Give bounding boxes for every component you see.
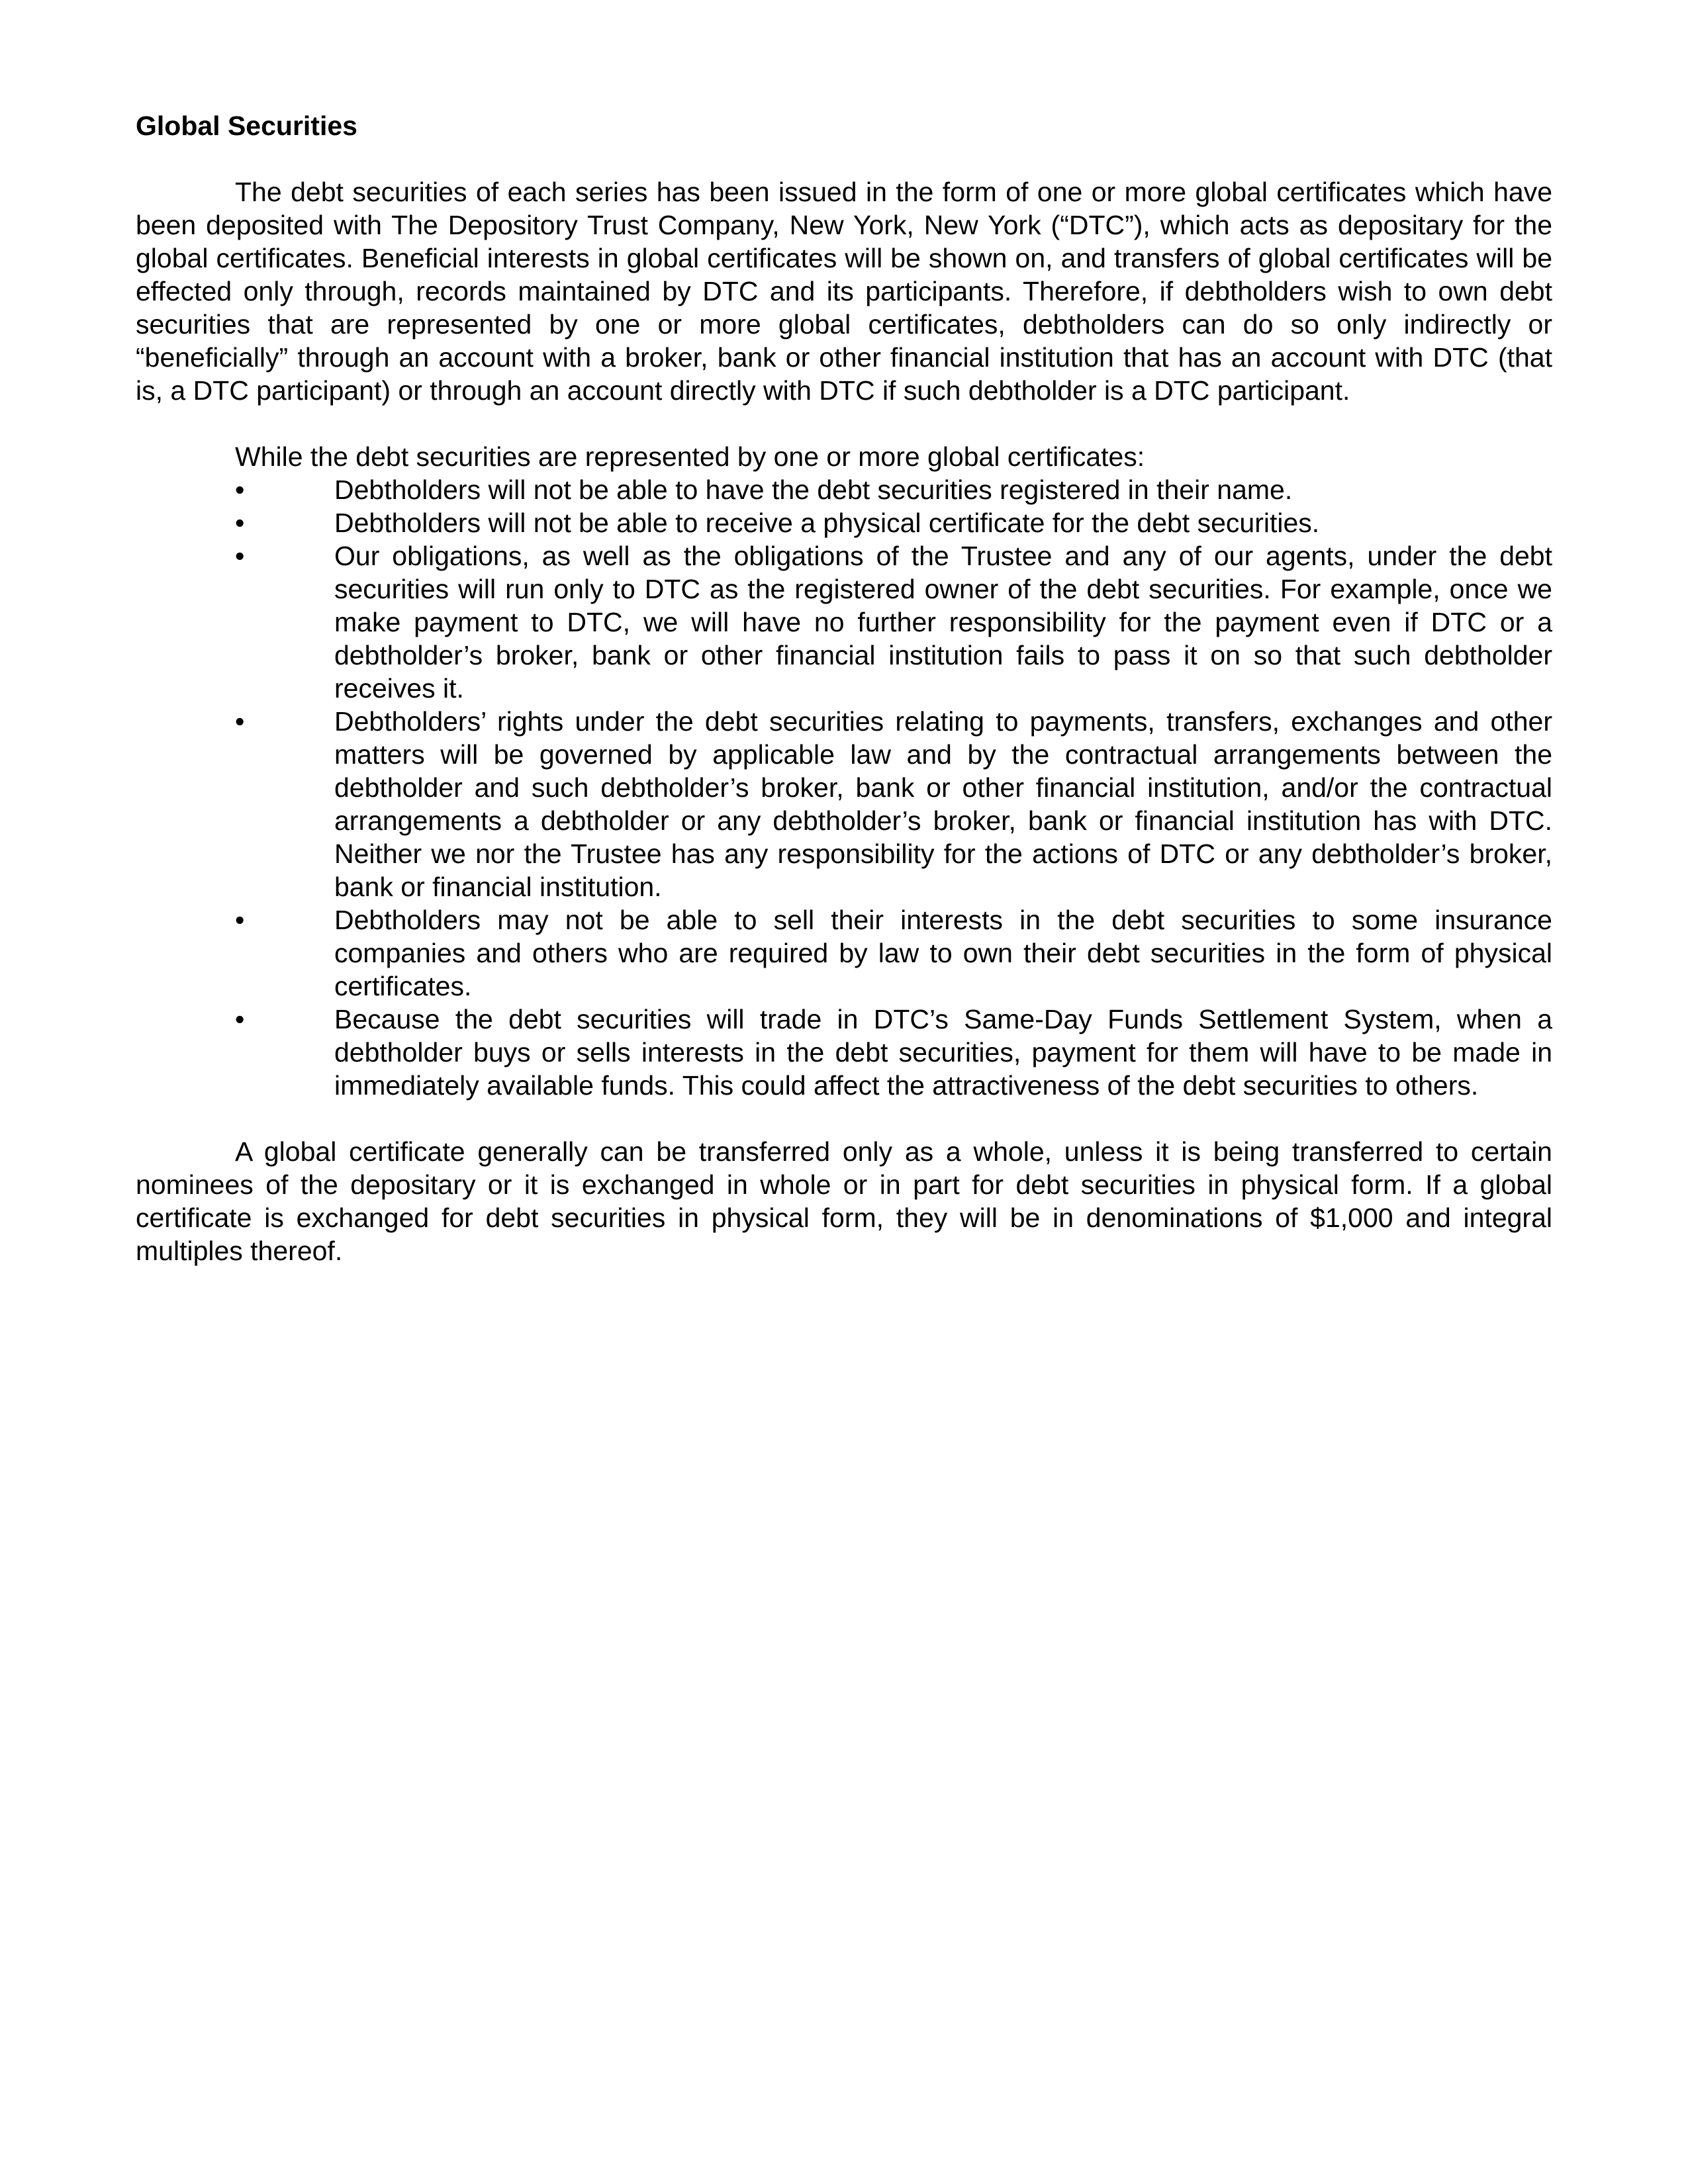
list-item	[136, 705, 1552, 903]
list-item	[136, 473, 1552, 506]
bullet-icon: •	[235, 508, 245, 538]
list-item-text: Debtholders may not be able to sell their interests in the debt securities to some insurance companies and others who are required by law to own their debt securities in the form of physical certificates.	[334, 905, 1552, 1001]
bullet-icon: •	[235, 1004, 245, 1034]
list-item-text: Debtholders will not be able to have the debt securities registered in their name.	[334, 475, 1293, 505]
paragraph-transfer: A global certificate generally can be transferred only as a whole, unless it is being transferred to certain nominees of the depositary or it is exchanged in whole or in part for debt securities in physical form. If a global certificate is exchanged for debt securities in physical form, they will be in denominations of $1,000 and integral multiples thereof.	[136, 1136, 1552, 1266]
bullet-icon: •	[235, 541, 245, 571]
list-item-text: Debtholders will not be able to receive a physical certificate for the debt securities.	[334, 508, 1320, 538]
bullet-icon: •	[235, 475, 245, 505]
bullet-icon: •	[235, 905, 245, 935]
list-item-text: Debtholders’ rights under the debt securities relating to payments, transfers, exchanges and other matters will be governed by applicable law and by the contractual arrangements between the debtholder and such debtholder’s broker, bank or other financial institution, and/or the contractual arrangements a debtholder or any debtholder’s broker, bank or financial institution has with DTC. Neither we nor the Trustee has any responsibility for the actions of DTC or any debtholder’s broker, bank or financial institution.	[334, 706, 1552, 902]
list-item	[136, 539, 1552, 705]
list-item	[136, 903, 1552, 1003]
paragraph-global-certificates: The debt securities of each series has been issued in the form of one or more global certificates which have been deposited with The Depository Trust Company, New York, New York (“DTC”), which acts as depositary for the global certificates. Beneficial interests in global certificates will be shown on, and transfers of global certificates will be effected only through, records maintained by DTC and its participants. Therefore, if debtholders wish to own debt securities that are represented by one or more global certificates, debtholders can do so only indirectly or “beneficially” through an account with a broker, bank or other financial institution that has an account with DTC (that is, a DTC participant) or through an account directly with DTC if such debtholder is a DTC participant.	[136, 177, 1552, 406]
bullet-list	[136, 473, 1552, 1102]
list-item-text: Our obligations, as well as the obligations of the Trustee and any of our agents, under the debt securities will run only to DTC as the registered owner of the debt securities. For example, once we make payment to DTC, we will have no further responsibility for the payment even if DTC or a debtholder’s broker, bank or other financial institution fails to pass it on so that such debtholder receives it.	[334, 541, 1552, 704]
list-item	[136, 506, 1552, 539]
list-intro: While the debt securities are represented by one or more global certificates:	[235, 441, 1145, 472]
section-heading: Global Securities	[136, 111, 357, 141]
bullet-icon: •	[235, 706, 245, 737]
list-item-text: Because the debt securities will trade in DTC’s Same-Day Funds Settlement System, when a debtholder buys or sells interests in the debt securities, payment for them will have to be made in immediately available funds. This could affect the attractiveness of the debt securities to others.	[334, 1004, 1552, 1101]
list-item	[136, 1003, 1552, 1102]
document-page	[136, 109, 1552, 1300]
